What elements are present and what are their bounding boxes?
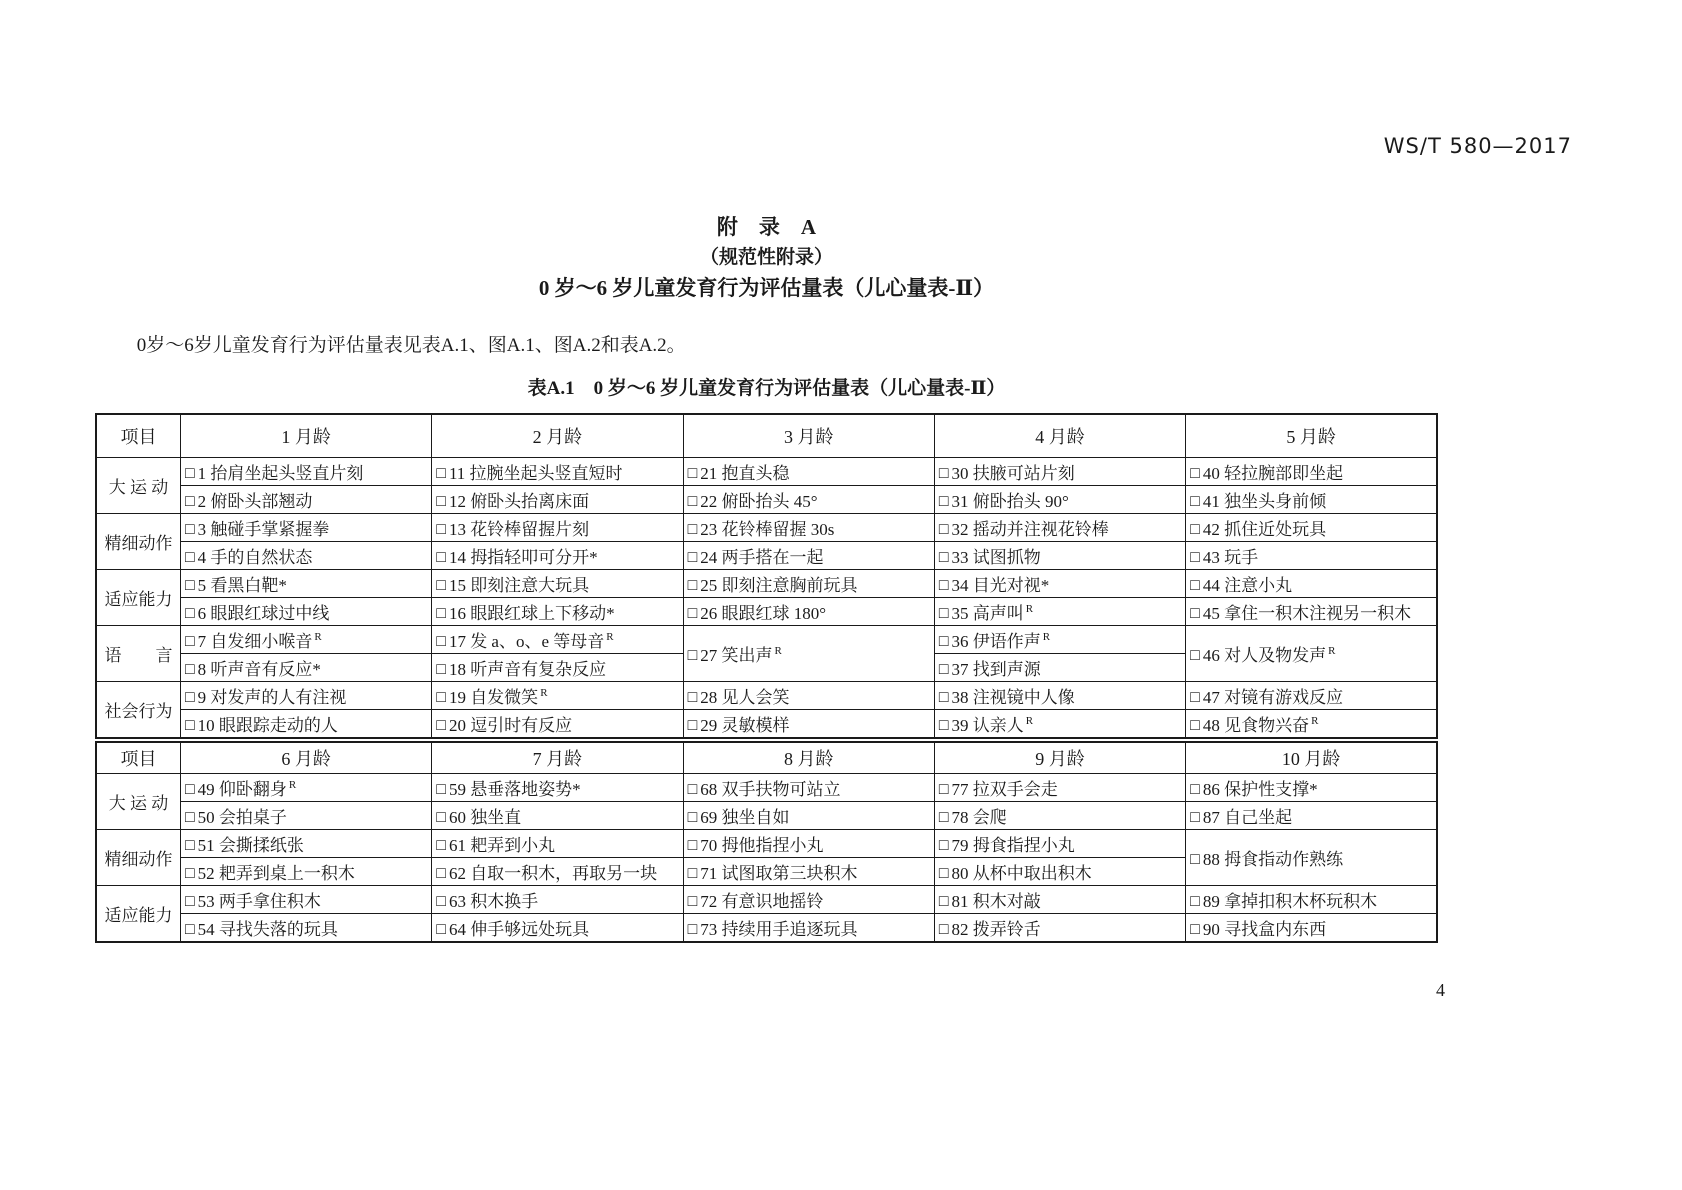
item-cell (1186, 486, 1437, 514)
checkbox-icon[interactable]: □ (436, 921, 446, 938)
column-header: 8 月龄 (683, 742, 934, 774)
item-cell (934, 598, 1185, 626)
item-label: 41 独坐头身前倾 (1202, 492, 1327, 511)
checkbox-icon[interactable]: □ (436, 893, 446, 910)
item-label: 48 见食物兴奋 (1202, 716, 1310, 735)
item-cell (683, 542, 934, 570)
item-cell (432, 858, 683, 886)
table-header-row (96, 742, 1437, 774)
item-label: 45 拿住一积木注视另一积木 (1202, 604, 1412, 623)
checkbox-icon[interactable]: □ (184, 809, 195, 826)
item-cell (180, 858, 431, 886)
checkbox-icon[interactable]: □ (436, 837, 446, 854)
item-cell (180, 514, 431, 542)
item-cell (934, 710, 1185, 739)
item-cell (432, 886, 683, 914)
checkbox-icon[interactable]: □ (184, 865, 195, 882)
item-label: 60 独坐直 (448, 808, 522, 827)
item-label: 33 试图抓物 (951, 548, 1041, 567)
column-header: 3 月龄 (683, 414, 934, 458)
retrospective-marker: R (314, 631, 322, 644)
checkbox-icon[interactable]: □ (687, 549, 698, 566)
item-cell (1186, 598, 1437, 626)
checkbox-icon[interactable]: □ (687, 577, 698, 594)
item-label: 3 触碰手掌紧握拳 (197, 520, 330, 539)
checkbox-icon[interactable]: □ (436, 549, 446, 566)
checkbox-icon[interactable]: □ (938, 809, 949, 826)
retrospective-marker: R (288, 779, 297, 792)
checkbox-icon[interactable]: □ (1190, 647, 1200, 664)
column-header: 4 月龄 (934, 414, 1185, 458)
checkbox-icon[interactable]: □ (687, 893, 698, 910)
item-label: 36 伊语作声 (951, 632, 1041, 651)
checkbox-icon[interactable]: □ (436, 577, 446, 594)
item-label: 90 寻找盒内东西 (1202, 920, 1327, 939)
retrospective-marker: R (774, 645, 782, 658)
table-row (96, 830, 1437, 858)
item-cell (934, 886, 1185, 914)
item-label: 87 自己坐起 (1202, 808, 1293, 827)
item-cell (934, 830, 1185, 858)
checkbox-icon[interactable]: □ (184, 605, 195, 622)
checkbox-icon[interactable]: □ (687, 465, 698, 482)
checkbox-icon[interactable]: □ (938, 465, 949, 482)
category-label: 大 运 动 (96, 458, 180, 514)
checkbox-icon[interactable]: □ (938, 781, 949, 798)
retrospective-marker: R (1025, 603, 1034, 616)
item-cell (432, 710, 683, 739)
item-cell (683, 626, 934, 682)
checkbox-icon[interactable]: □ (184, 837, 195, 854)
checkbox-icon[interactable]: □ (1190, 521, 1200, 538)
item-cell (432, 830, 683, 858)
item-cell (934, 858, 1185, 886)
item-cell (1186, 774, 1437, 802)
item-cell (180, 830, 431, 858)
checkbox-icon[interactable]: □ (938, 605, 949, 622)
item-cell (1186, 802, 1437, 830)
item-label: 88 拇食指动作熟练 (1202, 850, 1344, 869)
item-label: 28 见人会笑 (700, 688, 790, 707)
item-cell (683, 458, 934, 486)
item-cell (432, 486, 683, 514)
table-row (96, 458, 1437, 486)
table-header-row (96, 414, 1437, 458)
item-cell (934, 514, 1185, 542)
item-label: 32 摇动并注视花铃棒 (951, 520, 1109, 539)
item-cell (934, 542, 1185, 570)
item-cell (432, 626, 683, 654)
appendix-subheading: （规范性附录） (699, 247, 833, 268)
item-cell (1186, 710, 1437, 739)
item-cell (1186, 682, 1437, 710)
checkbox-icon[interactable]: □ (184, 465, 195, 482)
item-label: 8 听声音有反应* (197, 660, 321, 679)
item-cell (432, 682, 683, 710)
checkbox-icon[interactable]: □ (687, 809, 698, 826)
item-label: 31 俯卧抬头 90° (951, 492, 1069, 511)
item-label: 81 积木对敲 (951, 892, 1041, 911)
table-section-1 (95, 413, 1438, 739)
checkbox-icon[interactable]: □ (184, 893, 195, 910)
item-cell (432, 914, 683, 943)
item-cell (180, 542, 431, 570)
checkbox-icon[interactable]: □ (1190, 717, 1200, 734)
item-label: 53 两手拿住积木 (197, 892, 321, 911)
item-label: 89 拿掉扣积木杯玩积木 (1202, 892, 1378, 911)
column-header: 项目 (96, 414, 180, 458)
item-cell (432, 654, 683, 682)
table-row (96, 886, 1437, 914)
item-cell (432, 542, 683, 570)
item-cell (180, 774, 431, 802)
item-label: 42 抓住近处玩具 (1202, 520, 1327, 539)
category-label: 社会行为 (96, 682, 180, 739)
item-cell (180, 486, 431, 514)
checkbox-icon[interactable]: □ (687, 689, 698, 706)
item-label: 34 目光对视* (951, 576, 1050, 595)
category-label: 大 运 动 (96, 774, 180, 830)
standard-code: WS/T 580—2017 (1383, 134, 1572, 158)
table-row (96, 774, 1437, 802)
checkbox-icon[interactable]: □ (184, 521, 195, 538)
checkbox-icon[interactable]: □ (436, 465, 446, 482)
item-cell (683, 486, 934, 514)
item-label: 27 笑出声 (700, 646, 773, 665)
item-cell (1186, 914, 1437, 943)
item-cell (683, 570, 934, 598)
column-header: 2 月龄 (432, 414, 683, 458)
item-label: 47 对镜有游戏反应 (1202, 688, 1344, 707)
checkbox-icon[interactable]: □ (184, 921, 195, 938)
checkbox-icon[interactable]: □ (1190, 689, 1200, 706)
item-label: 79 拇食指捏小丸 (951, 836, 1075, 855)
checkbox-icon[interactable]: □ (687, 605, 698, 622)
checkbox-icon[interactable]: □ (436, 633, 446, 650)
item-cell (432, 598, 683, 626)
appendix-scale-title: 0 岁～6 岁儿童发育行为评估量表（儿心量表-Ⅱ） (538, 276, 995, 300)
item-cell (432, 774, 683, 802)
item-label: 20 逗引时有反应 (448, 716, 573, 735)
item-label: 17 发 a、o、e 等母音 (448, 632, 605, 651)
checkbox-icon[interactable]: □ (938, 549, 949, 566)
table-row (96, 914, 1437, 943)
retrospective-marker: R (1328, 645, 1336, 658)
checkbox-icon[interactable]: □ (184, 493, 195, 510)
item-cell (180, 710, 431, 739)
table-row (96, 598, 1437, 626)
checkbox-icon[interactable]: □ (938, 661, 949, 678)
checkbox-icon[interactable]: □ (1190, 893, 1200, 910)
item-cell (432, 514, 683, 542)
item-cell (1186, 886, 1437, 914)
item-label: 5 看黑白靶* (197, 576, 287, 595)
item-label: 13 花铃棒留握片刻 (448, 520, 590, 539)
item-label: 82 拨弄铃舌 (951, 920, 1041, 939)
item-label: 73 持续用手追逐玩具 (700, 920, 858, 939)
column-header: 10 月龄 (1186, 742, 1437, 774)
item-cell (934, 682, 1185, 710)
item-label: 39 认亲人 (951, 716, 1024, 735)
checkbox-icon[interactable]: □ (184, 781, 195, 798)
item-label: 29 灵敏模样 (700, 716, 790, 735)
item-label: 64 伸手够远处玩具 (448, 920, 590, 939)
item-label: 63 积木换手 (448, 892, 539, 911)
item-cell (180, 802, 431, 830)
checkbox-icon[interactable]: □ (436, 521, 446, 538)
checkbox-icon[interactable]: □ (1190, 465, 1200, 482)
checkbox-icon[interactable]: □ (938, 717, 949, 734)
retrospective-marker: R (1042, 631, 1051, 644)
table-row (96, 514, 1437, 542)
checkbox-icon[interactable]: □ (184, 633, 195, 650)
item-cell (180, 570, 431, 598)
item-label: 11 拉腕坐起头竖直短时 (448, 464, 623, 483)
retrospective-marker: R (540, 687, 548, 700)
item-cell (1186, 570, 1437, 598)
checkbox-icon[interactable]: □ (938, 633, 949, 650)
item-label: 50 会拍桌子 (197, 808, 287, 827)
item-label: 22 俯卧抬头 45° (700, 492, 818, 511)
checkbox-icon[interactable]: □ (436, 717, 446, 734)
item-label: 14 拇指轻叩可分开* (448, 548, 598, 567)
item-cell (180, 458, 431, 486)
retrospective-marker: R (1025, 715, 1034, 728)
item-label: 18 听声音有复杂反应 (448, 660, 607, 679)
checkbox-icon[interactable]: □ (1190, 781, 1200, 798)
item-label: 6 眼跟红球过中线 (197, 604, 330, 623)
item-cell (934, 626, 1185, 654)
checkbox-icon[interactable]: □ (184, 577, 195, 594)
category-label: 精细动作 (96, 514, 180, 570)
intro-paragraph: 0岁～6岁儿童发育行为评估量表见表A.1、图A.1、图A.2和表A.2。 (136, 335, 686, 356)
appendix-heading: 附 录 A (716, 215, 817, 239)
column-header: 项目 (96, 742, 180, 774)
checkbox-icon[interactable]: □ (938, 577, 949, 594)
checkbox-icon[interactable]: □ (938, 921, 949, 938)
checkbox-icon[interactable]: □ (184, 549, 195, 566)
item-label: 25 即刻注意胸前玩具 (700, 576, 858, 595)
table-row (96, 710, 1437, 739)
category-label: 适应能力 (96, 886, 180, 943)
item-label: 61 耙弄到小丸 (448, 836, 556, 855)
column-header: 9 月龄 (934, 742, 1185, 774)
checkbox-icon[interactable]: □ (687, 717, 698, 734)
table-caption: 表A.1 0 岁～6 岁儿童发育行为评估量表（儿心量表-Ⅱ） (527, 378, 1006, 399)
item-label: 30 扶腋可站片刻 (951, 464, 1075, 483)
item-label: 16 眼跟红球上下移动* (448, 604, 615, 623)
checkbox-icon[interactable]: □ (687, 493, 698, 510)
item-cell (180, 886, 431, 914)
item-cell (683, 886, 934, 914)
item-label: 52 耙弄到桌上一积木 (197, 864, 355, 883)
item-label: 54 寻找失落的玩具 (197, 920, 338, 939)
item-cell (683, 710, 934, 739)
item-cell (683, 514, 934, 542)
column-header: 1 月龄 (180, 414, 431, 458)
checkbox-icon[interactable]: □ (436, 781, 446, 798)
column-header: 6 月龄 (180, 742, 431, 774)
item-cell (432, 570, 683, 598)
category-label: 适应能力 (96, 570, 180, 626)
item-label: 78 会爬 (951, 808, 1007, 827)
checkbox-icon[interactable]: □ (1190, 921, 1200, 938)
item-label: 24 两手搭在一起 (700, 548, 824, 567)
item-label: 49 仰卧翻身 (197, 780, 287, 799)
item-cell (934, 802, 1185, 830)
item-label: 51 会撕揉纸张 (197, 836, 304, 855)
table-row (96, 542, 1437, 570)
item-label: 9 对发声的人有注视 (197, 688, 347, 707)
checkbox-icon[interactable]: □ (687, 521, 698, 538)
item-cell (1186, 458, 1437, 486)
table-row (96, 682, 1437, 710)
item-label: 77 拉双手会走 (951, 780, 1058, 799)
item-cell (934, 570, 1185, 598)
item-label: 23 花铃棒留握 30s (700, 520, 835, 539)
item-cell (934, 486, 1185, 514)
checkbox-icon[interactable]: □ (184, 717, 195, 734)
column-header: 7 月龄 (432, 742, 683, 774)
item-cell (934, 914, 1185, 943)
item-label: 46 对人及物发声 (1202, 646, 1327, 665)
page-number: 4 (1436, 980, 1445, 1000)
checkbox-icon[interactable]: □ (436, 493, 446, 510)
checkbox-icon[interactable]: □ (938, 865, 949, 882)
item-cell (1186, 514, 1437, 542)
item-cell (683, 598, 934, 626)
checkbox-icon[interactable]: □ (687, 837, 698, 854)
item-cell (683, 682, 934, 710)
checkbox-icon[interactable]: □ (938, 837, 949, 854)
checkbox-icon[interactable]: □ (436, 809, 446, 826)
checkbox-icon[interactable]: □ (687, 921, 698, 938)
item-cell (180, 654, 431, 682)
checkbox-icon[interactable]: □ (436, 865, 446, 882)
checkbox-icon[interactable]: □ (1190, 577, 1200, 594)
item-label: 44 注意小丸 (1202, 576, 1293, 595)
item-cell (432, 458, 683, 486)
checkbox-icon[interactable]: □ (687, 647, 698, 664)
table-row (96, 626, 1437, 654)
item-label: 19 自发微笑 (448, 688, 539, 707)
item-label: 38 注视镜中人像 (951, 688, 1075, 707)
item-label: 12 俯卧头抬离床面 (448, 492, 590, 511)
checkbox-icon[interactable]: □ (1190, 605, 1200, 622)
item-cell (180, 598, 431, 626)
item-label: 15 即刻注意大玩具 (448, 576, 590, 595)
item-label: 26 眼跟红球 180° (700, 604, 827, 623)
item-cell (180, 626, 431, 654)
item-cell (683, 858, 934, 886)
table-section-2 (95, 741, 1438, 943)
column-header: 5 月龄 (1186, 414, 1437, 458)
checkbox-icon[interactable]: □ (687, 865, 698, 882)
item-label: 35 高声叫 (951, 604, 1024, 623)
category-label: 精细动作 (96, 830, 180, 886)
table-row (96, 486, 1437, 514)
checkbox-icon[interactable]: □ (184, 689, 195, 706)
retrospective-marker: R (1311, 715, 1319, 728)
item-cell (1186, 626, 1437, 682)
item-label: 1 抬肩坐起头竖直片刻 (197, 464, 364, 483)
checkbox-icon[interactable]: □ (687, 781, 698, 798)
item-cell (934, 774, 1185, 802)
checkbox-icon[interactable]: □ (1190, 851, 1200, 868)
item-cell (432, 802, 683, 830)
table-row (96, 570, 1437, 598)
item-label: 70 拇他指捏小丸 (700, 836, 824, 855)
item-label: 40 轻拉腕部即坐起 (1202, 464, 1344, 483)
item-label: 37 找到声源 (951, 660, 1041, 679)
item-label: 2 俯卧头部翘动 (197, 492, 313, 511)
checkbox-icon[interactable]: □ (436, 605, 446, 622)
checkbox-icon[interactable]: □ (938, 521, 949, 538)
item-label: 72 有意识地摇铃 (700, 892, 824, 911)
assessment-table (95, 413, 1438, 943)
checkbox-icon[interactable]: □ (184, 661, 195, 678)
item-cell (683, 914, 934, 943)
item-cell (934, 654, 1185, 682)
item-cell (1186, 830, 1437, 886)
checkbox-icon[interactable]: □ (1190, 549, 1200, 566)
checkbox-icon[interactable]: □ (938, 689, 949, 706)
item-label: 68 双手扶物可站立 (700, 780, 841, 799)
item-cell (180, 914, 431, 943)
checkbox-icon[interactable]: □ (1190, 809, 1200, 826)
item-label: 10 眼跟踪走动的人 (197, 716, 338, 735)
item-label: 62 自取一积木，再取另一块 (448, 864, 658, 883)
item-cell (683, 774, 934, 802)
checkbox-icon[interactable]: □ (938, 493, 949, 510)
item-label: 21 抱直头稳 (700, 464, 790, 483)
retrospective-marker: R (606, 631, 614, 644)
item-cell (683, 830, 934, 858)
item-cell (934, 458, 1185, 486)
item-label: 4 手的自然状态 (197, 548, 313, 567)
item-cell (180, 682, 431, 710)
table-row (96, 802, 1437, 830)
item-cell (683, 802, 934, 830)
checkbox-icon[interactable]: □ (436, 689, 446, 706)
item-label: 80 从杯中取出积木 (951, 864, 1092, 883)
item-cell (1186, 542, 1437, 570)
checkbox-icon[interactable]: □ (436, 661, 446, 678)
item-label: 69 独坐自如 (700, 808, 790, 827)
item-label: 7 自发细小喉音 (197, 632, 313, 651)
item-label: 86 保护性支撑* (1202, 780, 1318, 799)
item-label: 43 玩手 (1202, 548, 1259, 567)
checkbox-icon[interactable]: □ (1190, 493, 1200, 510)
item-label: 71 试图取第三块积木 (700, 864, 858, 883)
item-label: 59 悬垂落地姿势* (448, 780, 581, 799)
checkbox-icon[interactable]: □ (938, 893, 949, 910)
category-label: 语 言 (96, 626, 180, 682)
